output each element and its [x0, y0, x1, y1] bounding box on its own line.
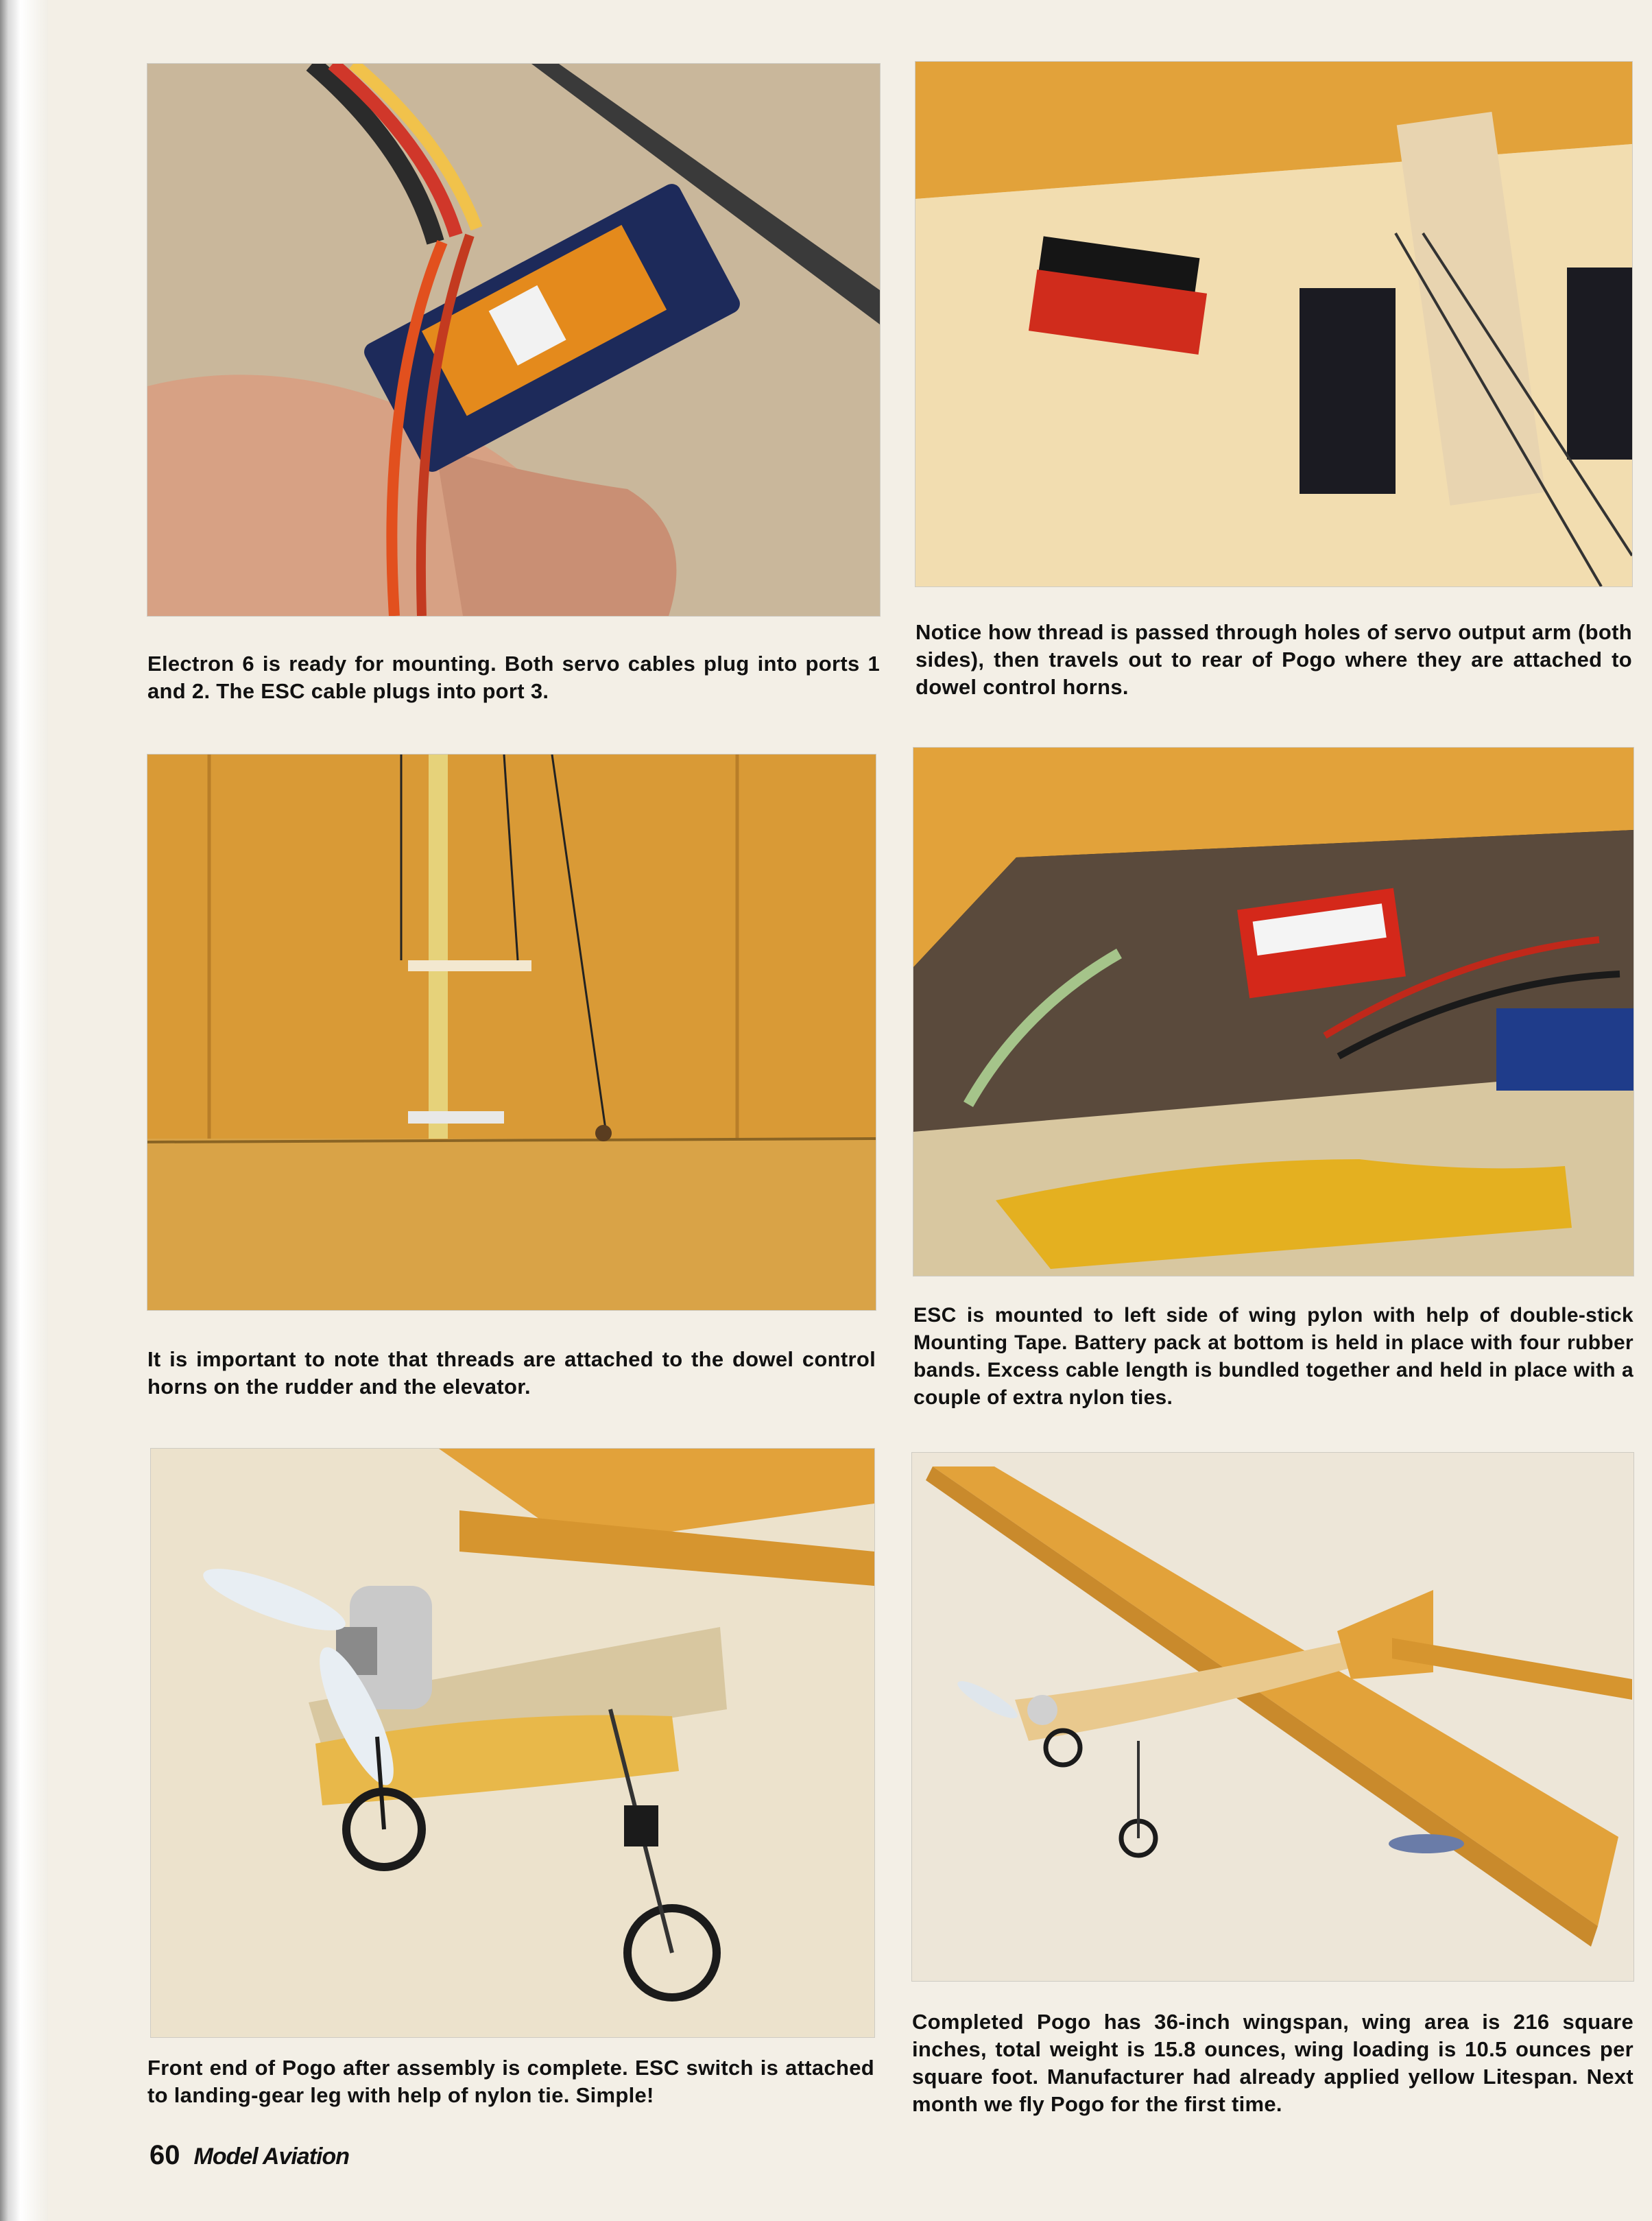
- receiver-caption: Electron 6 is ready for mounting. Both servo cables plug into ports 1 and 2. The ESC cable plugs into port 3.: [147, 652, 880, 703]
- page-footer: [149, 2140, 349, 2171]
- servo-thread-photo: [915, 62, 1632, 586]
- front-end-caption: Front end of Pogo after assembly is complete. ESC switch is attached to landing-gear leg with help of nylon tie. Simple!: [147, 2056, 874, 2107]
- front-end-photo: [151, 1449, 874, 2037]
- page-number: 60: [149, 2140, 180, 2170]
- completed-pogo-photo: [912, 1453, 1633, 1981]
- completed-pogo-caption: Completed Pogo has 36-inch wingspan, wing area is 216 square inches, total weight is 15.8 ounces, wing loading is 10.5 ounces per square foot. Manufacturer had already applied yellow Litespan. Next month we fly Pogo for the first time.: [912, 2010, 1633, 2116]
- esc-mount-photo: [913, 748, 1633, 1276]
- servo-thread-caption: Notice how thread is passed through holes of servo output arm (both sides), then travels out to rear of Pogo where they are attached to dowel control horns.: [915, 620, 1632, 699]
- control-horns-photo: [147, 755, 876, 1310]
- page-binding-edge: [0, 0, 48, 2221]
- magazine-name: Model Aviation: [193, 2143, 350, 2170]
- receiver-photo: [147, 64, 880, 616]
- control-horns-caption: It is important to note that threads are attached to the dowel control horns on the rudder and the elevator.: [147, 1347, 876, 1399]
- esc-mount-caption: ESC is mounted to left side of wing pylon with help of double-stick Mounting Tape. Battery pack at bottom is held in place with four rubber bands. Excess cable length is bundled together and held in place with a couple of extra nylon ties.: [913, 1304, 1633, 1409]
